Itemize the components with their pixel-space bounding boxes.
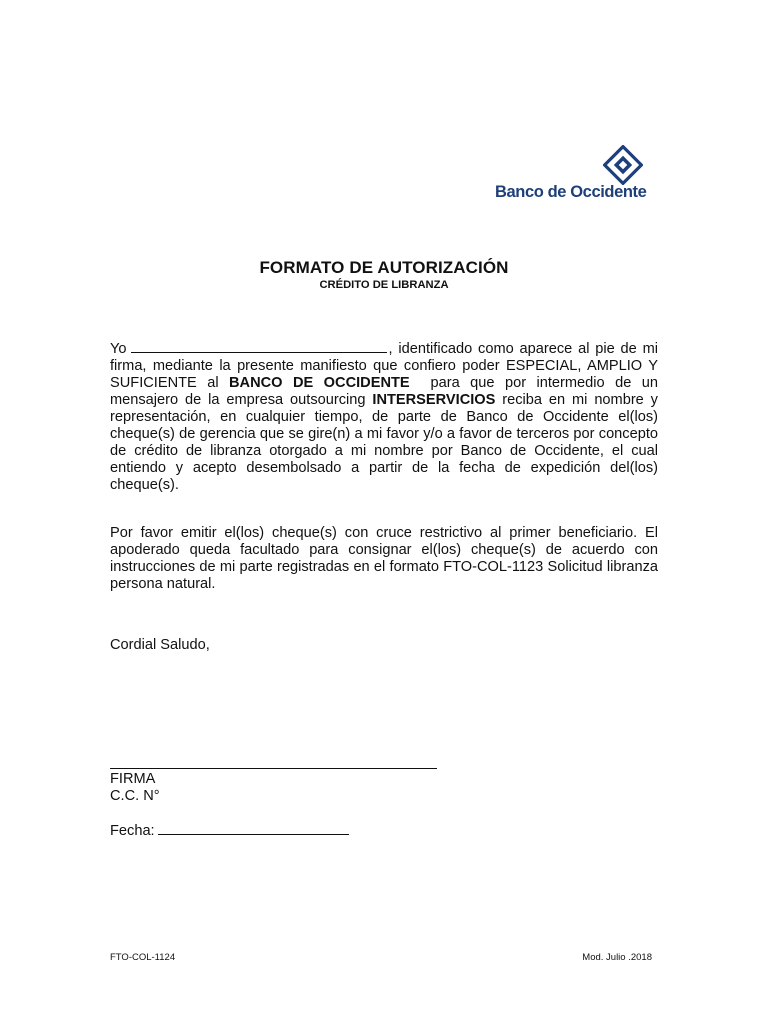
instructions-paragraph: Por favor emitir el(los) cheque(s) con cruce restrictivo al primer beneficiario. El apoderado queda facultado para consignar el(los) cheque(s) de acuerdo con instrucciones de mi parte registradas en el formato FTO-COL-1123 Solicitud libranza persona natural. — [110, 525, 658, 592]
banco-de-occidente-logo-icon — [603, 145, 643, 185]
bank-logo — [495, 145, 660, 205]
greeting: Cordial Saludo, — [110, 637, 210, 653]
date-row — [110, 822, 349, 840]
yo-text: Yo — [110, 341, 127, 357]
date-label: Fecha: — [110, 823, 155, 839]
id-number-label: C.C. N° — [110, 788, 160, 804]
paragraph1-part-c: para que por intermedio de un mensajero de la empresa outsourcing — [110, 375, 659, 408]
paragraph1-part-d: reciba en mi nombre y representación, en cualquier tiempo, de parte de Banco de Occidente el(los) cheque(s) de gerencia que se gire(n) a mi favor y/o a favor de terceros por concepto de crédito de libranza otorgado a mi nombre por Banco de Occidente, el cual entiendo y acepto desembolsado a partir de la fecha de expedición del(los) cheque(s). — [110, 392, 658, 493]
footer-version: Mod. Julio .2018 — [582, 952, 652, 963]
company-name: INTERSERVICIOS — [372, 392, 496, 408]
signature-label: FIRMA — [110, 771, 156, 787]
logo-text: Banco de Occidente — [495, 183, 647, 201]
footer-form-code: FTO-COL-1124 — [110, 952, 176, 963]
paragraph1-part-b: , identificado como aparece al pie de mi firma, mediante la presente manifiesto que confiero poder ESPECIAL, AMPLIO Y SUFICIENTE al — [110, 341, 658, 391]
date-blank-field — [158, 822, 349, 835]
name-blank-field — [131, 340, 387, 353]
bank-name: BANCO DE OCCIDENTE — [229, 375, 410, 391]
signature-line — [110, 768, 437, 769]
document-title: FORMATO DE AUTORIZACIÓN — [259, 258, 509, 277]
document-subtitle: CRÉDITO DE LIBRANZA — [319, 279, 449, 291]
authorization-paragraph — [110, 340, 658, 494]
